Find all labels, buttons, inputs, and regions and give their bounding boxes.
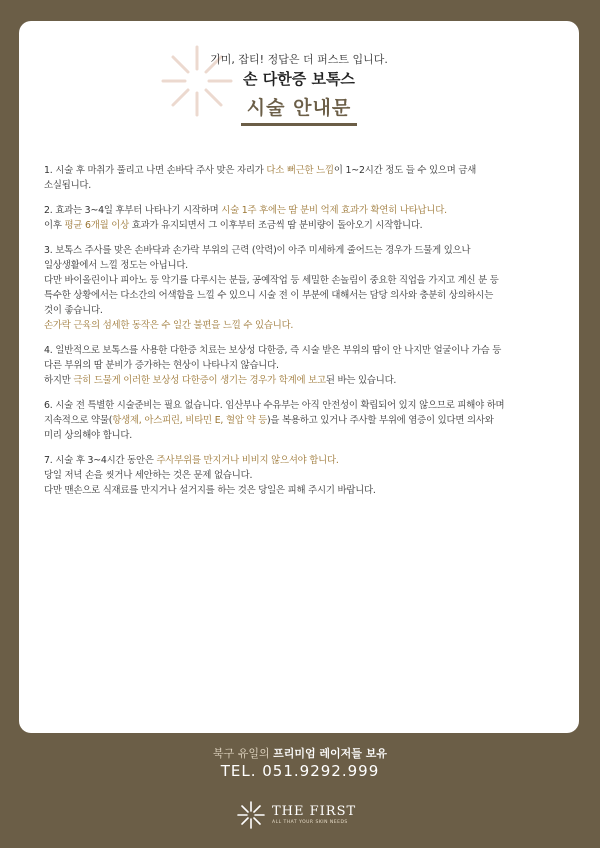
highlight-text: 다소 뻐근한 느낌 bbox=[266, 165, 334, 176]
notice-paragraph bbox=[44, 398, 554, 443]
title-underline bbox=[241, 123, 357, 126]
procedure-title: 손 다한증 보톡스 bbox=[243, 70, 355, 88]
highlight-text: 손가락 근육의 섬세한 동작은 수 일간 불편을 느낄 수 있습니다. bbox=[44, 320, 294, 331]
footer-location bbox=[0, 745, 600, 761]
body-text: 당일 저녁 손을 씻거나 세안하는 것은 문제 없습니다. bbox=[44, 470, 253, 481]
clinic-logo bbox=[236, 800, 366, 830]
body-text: 이 1~2시간 정도 들 수 있으며 금새 bbox=[333, 165, 477, 176]
body-text: 다만 바이올린이나 피아노 등 악기를 다루시는 분들, 공예작업 등 세밀한 손놀림이 중요한 직업을 가지고 계신 분 등 bbox=[44, 275, 499, 286]
body-text: 효과가 유지되면서 그 이후부터 조금씩 땀 분비량이 돌아오기 시작합니다. bbox=[128, 220, 423, 231]
body-text: 된 바는 있습니다. bbox=[325, 375, 397, 386]
highlight-text: 주사부위를 만지거나 비비지 않으셔야 합니다. bbox=[156, 455, 339, 466]
notice-paragraph bbox=[44, 243, 554, 333]
highlight-text: 항생제, 아스피린, 비타민 E, 혈압 약 등 bbox=[112, 415, 267, 426]
body-text: 6. 시술 전 특별한 시술준비는 필요 없습니다. 임산부나 수유부는 아직 안전성이 확립되어 있지 않으므로 피해야 하며 bbox=[44, 400, 505, 411]
notice-paragraph bbox=[44, 453, 554, 498]
body-text: 특수한 상황에서는 다소간의 어색함을 느낄 수 있으니 시술 전 이 부분에 대해서는 담당 의사와 충분히 상의하시는 bbox=[44, 290, 494, 301]
body-text: 4. 일반적으로 보톡스를 사용한 다한증 치료는 보상성 다한증, 즉 시술 받은 부위의 땀이 안 나지만 얼굴이나 가슴 등 bbox=[44, 345, 502, 356]
body-text: )을 복용하고 있거나 주사할 부위에 염증이 있다면 의사와 bbox=[266, 415, 494, 426]
highlight-text: 극히 드물게 이러한 보상성 다한증이 생기는 경우가 학계에 보고 bbox=[73, 375, 326, 386]
logo-sparkle-icon bbox=[236, 800, 266, 830]
logo-tagline: ALL THAT YOUR SKIN NEEDS bbox=[272, 820, 348, 825]
body-text: 1. 시술 후 마취가 풀리고 나면 손바닥 주사 맞은 자리가 bbox=[44, 165, 267, 176]
notice-paragraph bbox=[44, 343, 554, 388]
body-text: 미리 상의해야 합니다. bbox=[44, 430, 133, 441]
notice-paragraph bbox=[44, 203, 554, 233]
footer-location-prefix: 북구 유일의 bbox=[212, 747, 274, 760]
body-text: 다만 맨손으로 식재료를 만지거나 설거지를 하는 것은 당일은 피해 주시기 바랍니다. bbox=[44, 485, 376, 496]
body-text: 2. 효과는 3~4일 후부터 나타나기 시작하며 bbox=[44, 205, 222, 216]
body-text: 7. 시술 후 3~4시간 동안은 bbox=[44, 455, 157, 466]
body-text: 소실됩니다. bbox=[44, 180, 92, 191]
body-text: 일상생활에서 느낄 정도는 아닙니다. bbox=[44, 260, 188, 271]
notice-content bbox=[44, 163, 554, 508]
body-text: 지속적으로 약물( bbox=[44, 415, 113, 426]
body-text: 이후 bbox=[44, 220, 65, 231]
notice-card bbox=[19, 21, 579, 733]
highlight-text: 시술 1주 후에는 땀 분비 억제 효과가 확연히 나타납니다. bbox=[221, 205, 447, 216]
body-text: 3. 보톡스 주사를 맞은 손바닥과 손가락 부위의 근력 (악력)이 아주 미세하게 줄어드는 경우가 드물게 있으나 bbox=[44, 245, 471, 256]
body-text: 하지만 bbox=[44, 375, 74, 386]
page-title: 시술 안내문 bbox=[246, 97, 352, 119]
header-tagline: 기미, 잡티! 정답은 더 퍼스트 입니다. bbox=[210, 53, 388, 66]
logo-name: THE FIRST bbox=[272, 804, 357, 819]
highlight-text: 평균 6개월 이상 bbox=[64, 220, 129, 231]
footer-phone: TEL. 051.9292.999 bbox=[220, 762, 380, 780]
body-text: 것이 좋습니다. bbox=[44, 305, 103, 316]
notice-paragraph bbox=[44, 163, 554, 193]
footer-location-highlight: 프리미엄 레이저들 보유 bbox=[273, 747, 388, 760]
body-text: 다른 부위의 땀 분비가 증가하는 현상이 나타나지 않습니다. bbox=[44, 360, 279, 371]
